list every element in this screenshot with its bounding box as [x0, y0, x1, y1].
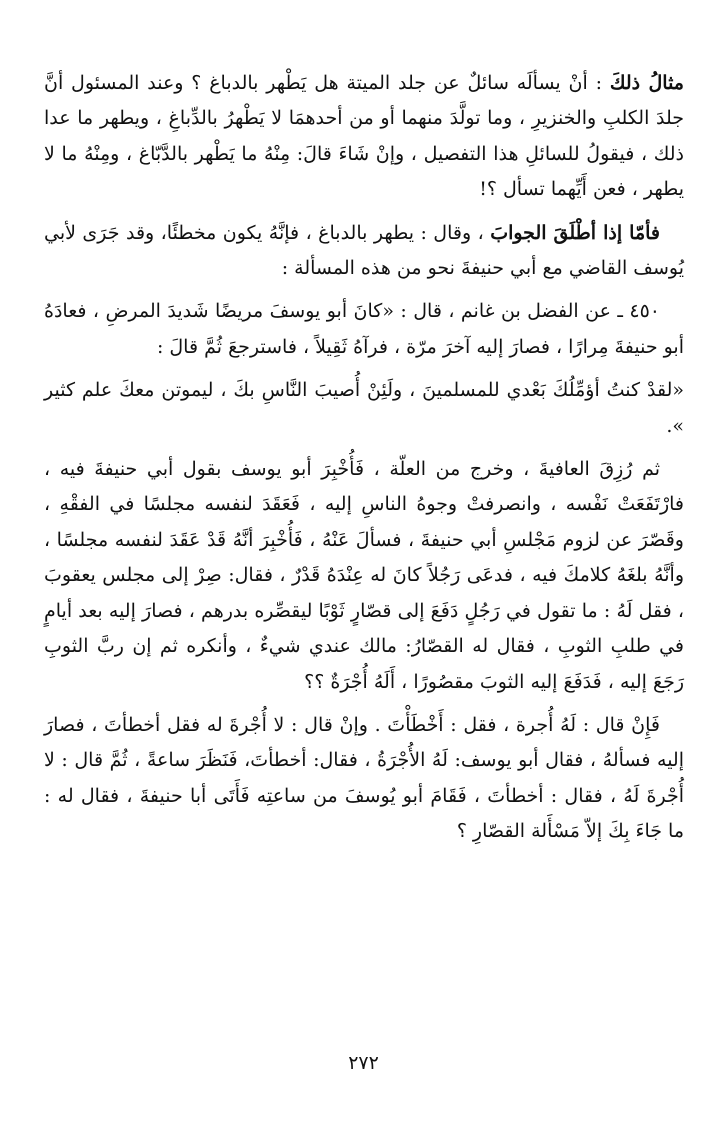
paragraph-text: ثم رُزِقَ العافيةَ ، وخرج من العلّة ، فَأُخْبِرَ أبو يوسف بقول أبي حنيفةَ فيه ، فارْتَفَعَتْ نَفْسه ، وانصرفتْ وجوهُ الناسِ إليه ، فَعَقَدَ لنفسه مجلسًا في الفقْهِ ، وقَصّرَ عن لزوم مَجْلسِ أبي حنيفةَ ، فسألَ عَنْهُ ، فَأُخْبِرَ أنَّهُ قَدْ عَقَدَ لنفسه مجلسًا ، وأنَّهُ بلغَهُ كلامكَ فيه ، فدعَى رَجُلاً كانَ له عِنْدَهُ قَدْرٌ ، فقال: صِرْ إلى مجلس يعقوبَ ، فقل لَهُ : ما تقول في رَجُلٍ دَفَعَ إلى قصّارٍ ثَوْبًا ليقصِّره بدرهم ، فصارَ إليه بعد أيامٍ في طلبِ الثوبِ ، فقال له القصّارُ: مالك عندي شيءٌ ، وأنكره ثم إن ربَّ الثوبِ رَجَعَ إليه ، فَدَفَعَ إليه الثوبَ مقصُورًا ، أَلَهُ أُجْرَةٌ ؟؟ — [44, 458, 684, 693]
paragraph-text: «لقدْ كنتُ أؤمِّلُكَ بَعْدي للمسلمينَ ، ولَئِنْ أُصيبَ النَّاسِ بكَ ، ليموتن معكَ علم كثير ». — [44, 379, 684, 437]
paragraph-text: ٤٥٠ ـ عن الفضل بن غانم ، قال : «كانَ أبو يوسفَ مريضًا شَديدَ المرضِ ، فعادَهُ أبو حنيفةَ مِرارًا ، فصارَ إليه آخرَ مرّة ، فرآهُ ثَقِيلاً ، فاسترجعَ ثُمَّ قالَ : — [44, 300, 684, 358]
page-number: ٢٧٢ — [348, 1052, 379, 1074]
body-text — [44, 66, 684, 850]
paragraph-conclusion — [44, 708, 684, 850]
paragraph-quote — [44, 373, 684, 444]
paragraph-example — [44, 66, 684, 208]
paragraph-lead-heading: فأمّا إذا أطْلَقَ الجوابَ — [490, 221, 660, 244]
paragraph-text: فَإِنْ قال : لَهُ أُجرة ، فقل : أَخْطَأْتَ . وإنْ قال : لا أُجْرةَ له فقل أخطأتَ ، فصارَ إليه فسألهُ ، فقال أبو يوسف: لَهُ الأُجْرَةُ ، فقال: أخطأتَ، فَنَظَرَ ساعةً ، ثُمَّ قال : لا أُجْرةَ لَهُ ، فقال : أخطأتَ ، فَقَامَ أبو يُوسفَ من ساعتِه فَأَتَى أبا حنيفةَ ، فقال له : ما جَاءَ بِكَ إلاّ مَسْأَلة القصّارِ ؟ — [44, 713, 684, 843]
paragraph-story — [44, 452, 684, 700]
paragraph-narration-450 — [44, 294, 684, 365]
paragraph-text: : أنْ يسألَه سائلٌ عن جلد الميتة هل يَطْهر بالدباغ ؟ وعند المسئول أنَّ جلدَ الكلبِ والخنزيرِ ، وما تولَّدَ منهما أو من أحدهمَا لا يَطْهرُ بالدِّباغِ ، ويطهر ما عدا ذلك ، فيقولُ للسائلِ هذا التفصيل ، وإنْ شَاءَ قالَ: مِنْهُ ما يَطْهر بالدَّبّاغ ، ومِنْهُ ما لا يطهر ، فعن أَيِّهما تسأل ؟! — [44, 72, 684, 201]
paragraph-lead-heading: مثالُ ذلكَ — [609, 72, 684, 94]
paragraph-unqualified-answer — [44, 216, 684, 287]
paragraph-text: ، وقال : يطهر بالدباغ ، فإنَّهُ يكون مخطئًا، وقد جَرَى لأبي يُوسف القاضي مع أبي حنيفةَ نحو من هذه المسألة : — [44, 221, 684, 280]
